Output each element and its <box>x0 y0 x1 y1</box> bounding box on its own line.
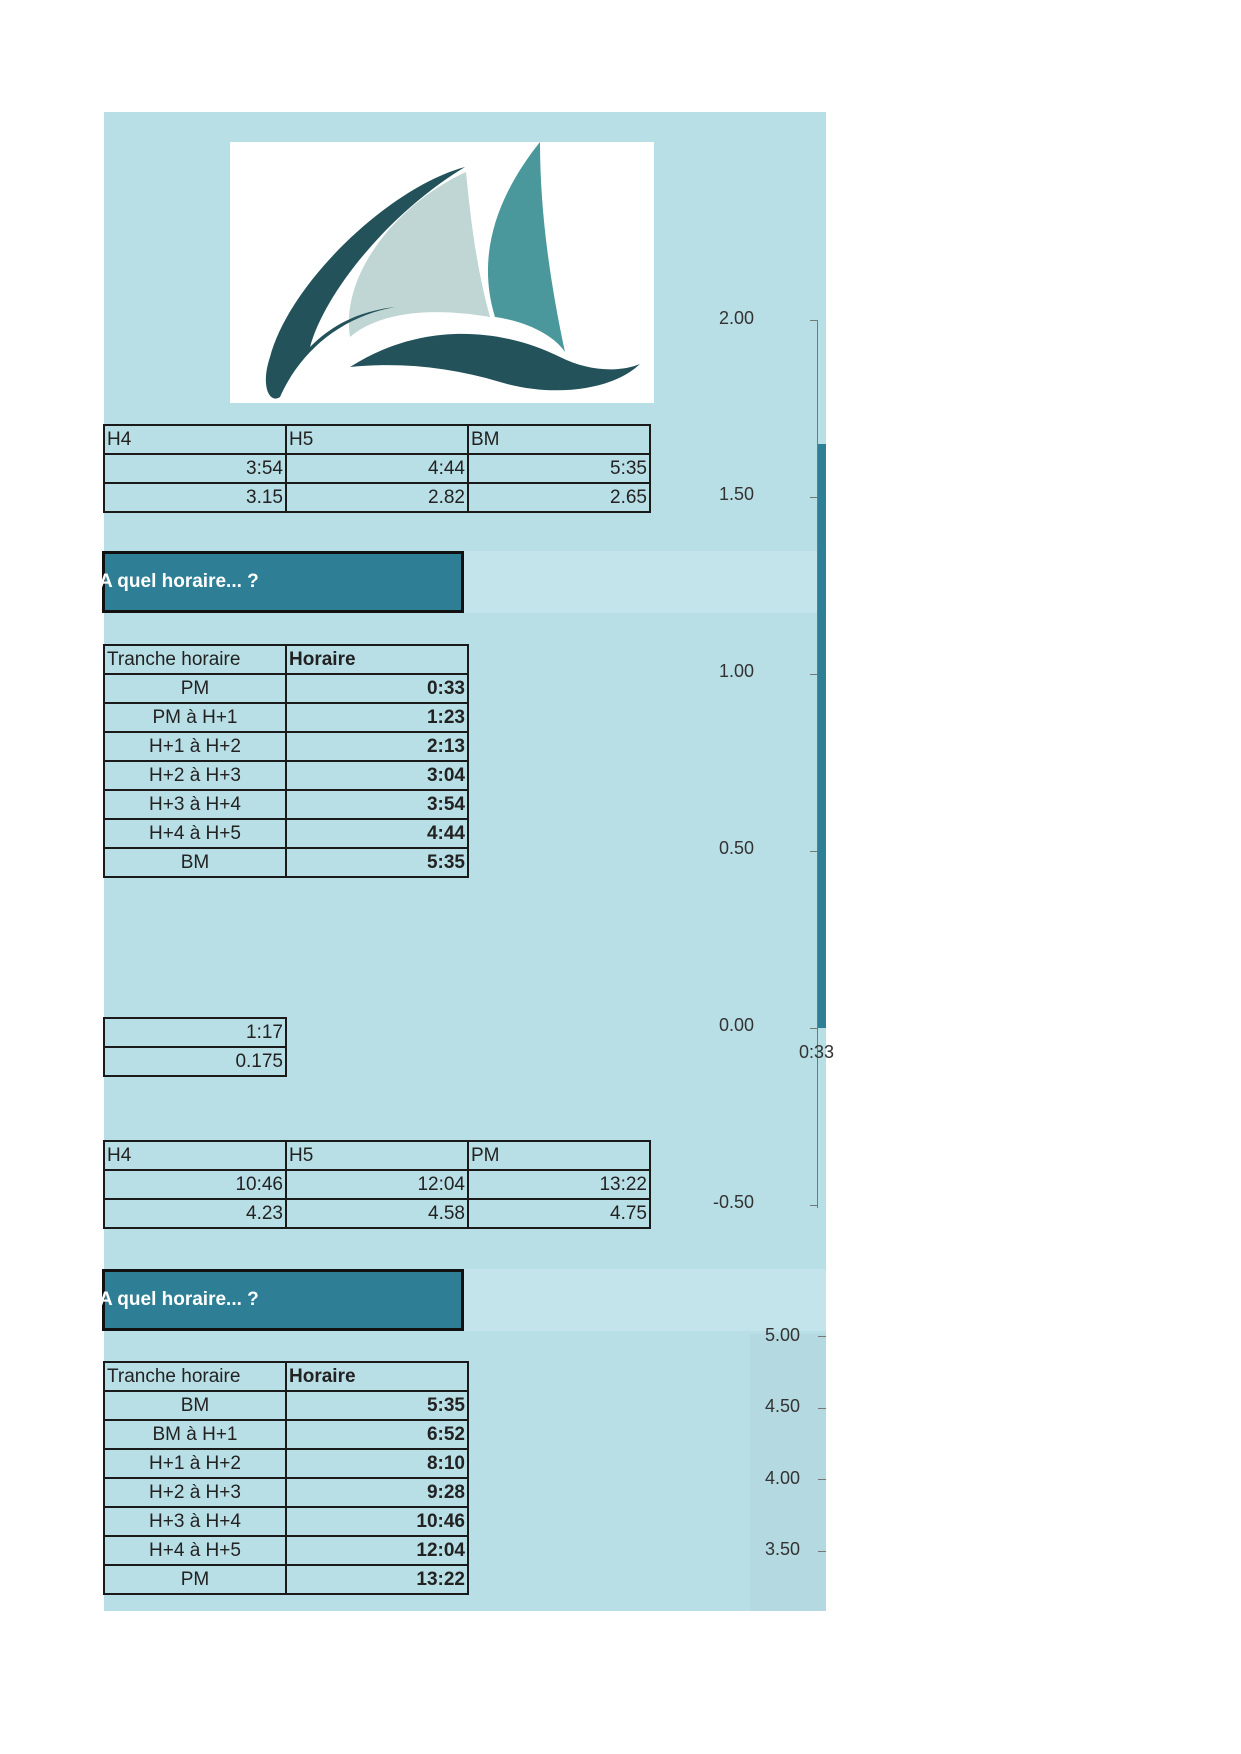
banner-title: A quel horaire... ? <box>99 1289 259 1310</box>
horaire-cell[interactable]: 12:04 <box>286 1536 468 1565</box>
logo-frame <box>230 142 654 403</box>
section-banner-1 <box>99 551 464 613</box>
time-cell[interactable]: 10:46 <box>104 1170 286 1199</box>
banner-band <box>464 551 826 613</box>
tranche-cell[interactable]: H+1 à H+2 <box>104 732 286 761</box>
banner-title: A quel horaire... ? <box>99 571 259 592</box>
y-tick-label: 1.00 <box>718 661 754 681</box>
tranche-cell[interactable]: H+2 à H+3 <box>104 761 286 790</box>
table-row <box>104 761 468 790</box>
section-banner-2 <box>99 1269 464 1331</box>
header-cell: PM <box>468 1141 650 1170</box>
table-row <box>104 1478 468 1507</box>
horaire-cell[interactable]: 3:04 <box>286 761 468 790</box>
time-cell[interactable]: 13:22 <box>468 1170 650 1199</box>
value-cell[interactable]: 0.175 <box>104 1047 286 1076</box>
duration-table <box>103 1017 287 1077</box>
y-tick <box>818 1336 826 1337</box>
tranche-cell[interactable]: BM à H+1 <box>104 1420 286 1449</box>
horaire-cell[interactable]: 6:52 <box>286 1420 468 1449</box>
time-cell[interactable]: 12:04 <box>286 1170 468 1199</box>
height-cell[interactable]: 3.15 <box>104 483 286 512</box>
tide-table-2 <box>103 1140 651 1229</box>
table-row <box>104 1536 468 1565</box>
y-tick-label: 0.00 <box>718 1015 754 1035</box>
horaire-cell[interactable]: 8:10 <box>286 1449 468 1478</box>
tranche-cell[interactable]: H+3 à H+4 <box>104 790 286 819</box>
y-tick <box>810 320 818 321</box>
tranche-cell[interactable]: PM <box>104 674 286 703</box>
time-cell[interactable]: 4:44 <box>286 454 468 483</box>
table-row <box>104 1449 468 1478</box>
tide-table-1 <box>103 424 651 513</box>
tranche-cell[interactable]: PM <box>104 1565 286 1594</box>
duration-cell[interactable]: 1:17 <box>104 1018 286 1047</box>
horaire-cell[interactable]: 13:22 <box>286 1565 468 1594</box>
table-row <box>104 674 468 703</box>
height-cell[interactable]: 4.58 <box>286 1199 468 1228</box>
table-row <box>104 703 468 732</box>
horaire-cell[interactable]: 2:13 <box>286 732 468 761</box>
schedule-table-2 <box>103 1361 469 1595</box>
table-row <box>104 1507 468 1536</box>
y-tick <box>818 1479 826 1480</box>
y-tick-label: 2.00 <box>718 308 754 328</box>
y-tick <box>810 1205 818 1206</box>
tranche-cell[interactable]: BM <box>104 1391 286 1420</box>
y-tick-label: 0.50 <box>718 838 754 858</box>
table-row <box>104 1391 468 1420</box>
tranche-cell[interactable]: BM <box>104 848 286 877</box>
horaire-cell[interactable]: 3:54 <box>286 790 468 819</box>
table-row <box>104 1420 468 1449</box>
horaire-cell[interactable]: 4:44 <box>286 819 468 848</box>
y-tick <box>818 1551 826 1552</box>
y-tick-label: 1.50 <box>718 484 754 504</box>
header-cell: H5 <box>286 1141 468 1170</box>
tranche-cell[interactable]: H+3 à H+4 <box>104 1507 286 1536</box>
tide-chart-2 <box>750 1325 826 1611</box>
y-tick-label: 4.00 <box>764 1468 800 1488</box>
tranche-cell[interactable]: H+4 à H+5 <box>104 819 286 848</box>
horaire-cell[interactable]: 5:35 <box>286 1391 468 1420</box>
tranche-cell[interactable]: PM à H+1 <box>104 703 286 732</box>
horaire-cell[interactable]: 0:33 <box>286 674 468 703</box>
y-tick <box>818 1408 826 1409</box>
column-header-tranche: Tranche horaire <box>104 1362 286 1391</box>
time-cell[interactable]: 5:35 <box>468 454 650 483</box>
height-cell[interactable]: 4.75 <box>468 1199 650 1228</box>
x-tick-label: 0:33 <box>799 1042 835 1062</box>
table-row <box>104 848 468 877</box>
table-row <box>104 819 468 848</box>
tranche-cell[interactable]: H+2 à H+3 <box>104 1478 286 1507</box>
y-tick <box>810 851 818 852</box>
horaire-cell[interactable]: 1:23 <box>286 703 468 732</box>
header-cell: H5 <box>286 425 468 454</box>
height-cell[interactable]: 4.23 <box>104 1199 286 1228</box>
table-row <box>104 1565 468 1594</box>
schedule-table-1 <box>103 644 469 878</box>
header-cell: H4 <box>104 425 286 454</box>
height-cell[interactable]: 2.82 <box>286 483 468 512</box>
column-header-tranche: Tranche horaire <box>104 645 286 674</box>
sailboat-logo-icon <box>230 142 654 403</box>
y-tick <box>810 674 818 675</box>
column-header-horaire: Horaire <box>286 1362 468 1391</box>
banner-band <box>464 1269 826 1331</box>
tranche-cell[interactable]: H+1 à H+2 <box>104 1449 286 1478</box>
y-tick <box>810 497 818 498</box>
y-tick <box>810 1028 818 1029</box>
spreadsheet-area <box>99 112 835 1611</box>
area-series-mark <box>818 444 826 1028</box>
horaire-cell[interactable]: 9:28 <box>286 1478 468 1507</box>
y-tick-label: -0.50 <box>712 1192 754 1212</box>
table-row <box>104 732 468 761</box>
height-cell[interactable]: 2.65 <box>468 483 650 512</box>
header-cell: H4 <box>104 1141 286 1170</box>
table-row <box>104 790 468 819</box>
header-cell: BM <box>468 425 650 454</box>
horaire-cell[interactable]: 5:35 <box>286 848 468 877</box>
y-tick-label: 4.50 <box>764 1396 800 1416</box>
horaire-cell[interactable]: 10:46 <box>286 1507 468 1536</box>
y-tick-label: 5.00 <box>764 1325 800 1345</box>
y-tick-label: 3.50 <box>764 1539 800 1559</box>
time-cell[interactable]: 3:54 <box>104 454 286 483</box>
column-header-horaire: Horaire <box>286 645 468 674</box>
tranche-cell[interactable]: H+4 à H+5 <box>104 1536 286 1565</box>
